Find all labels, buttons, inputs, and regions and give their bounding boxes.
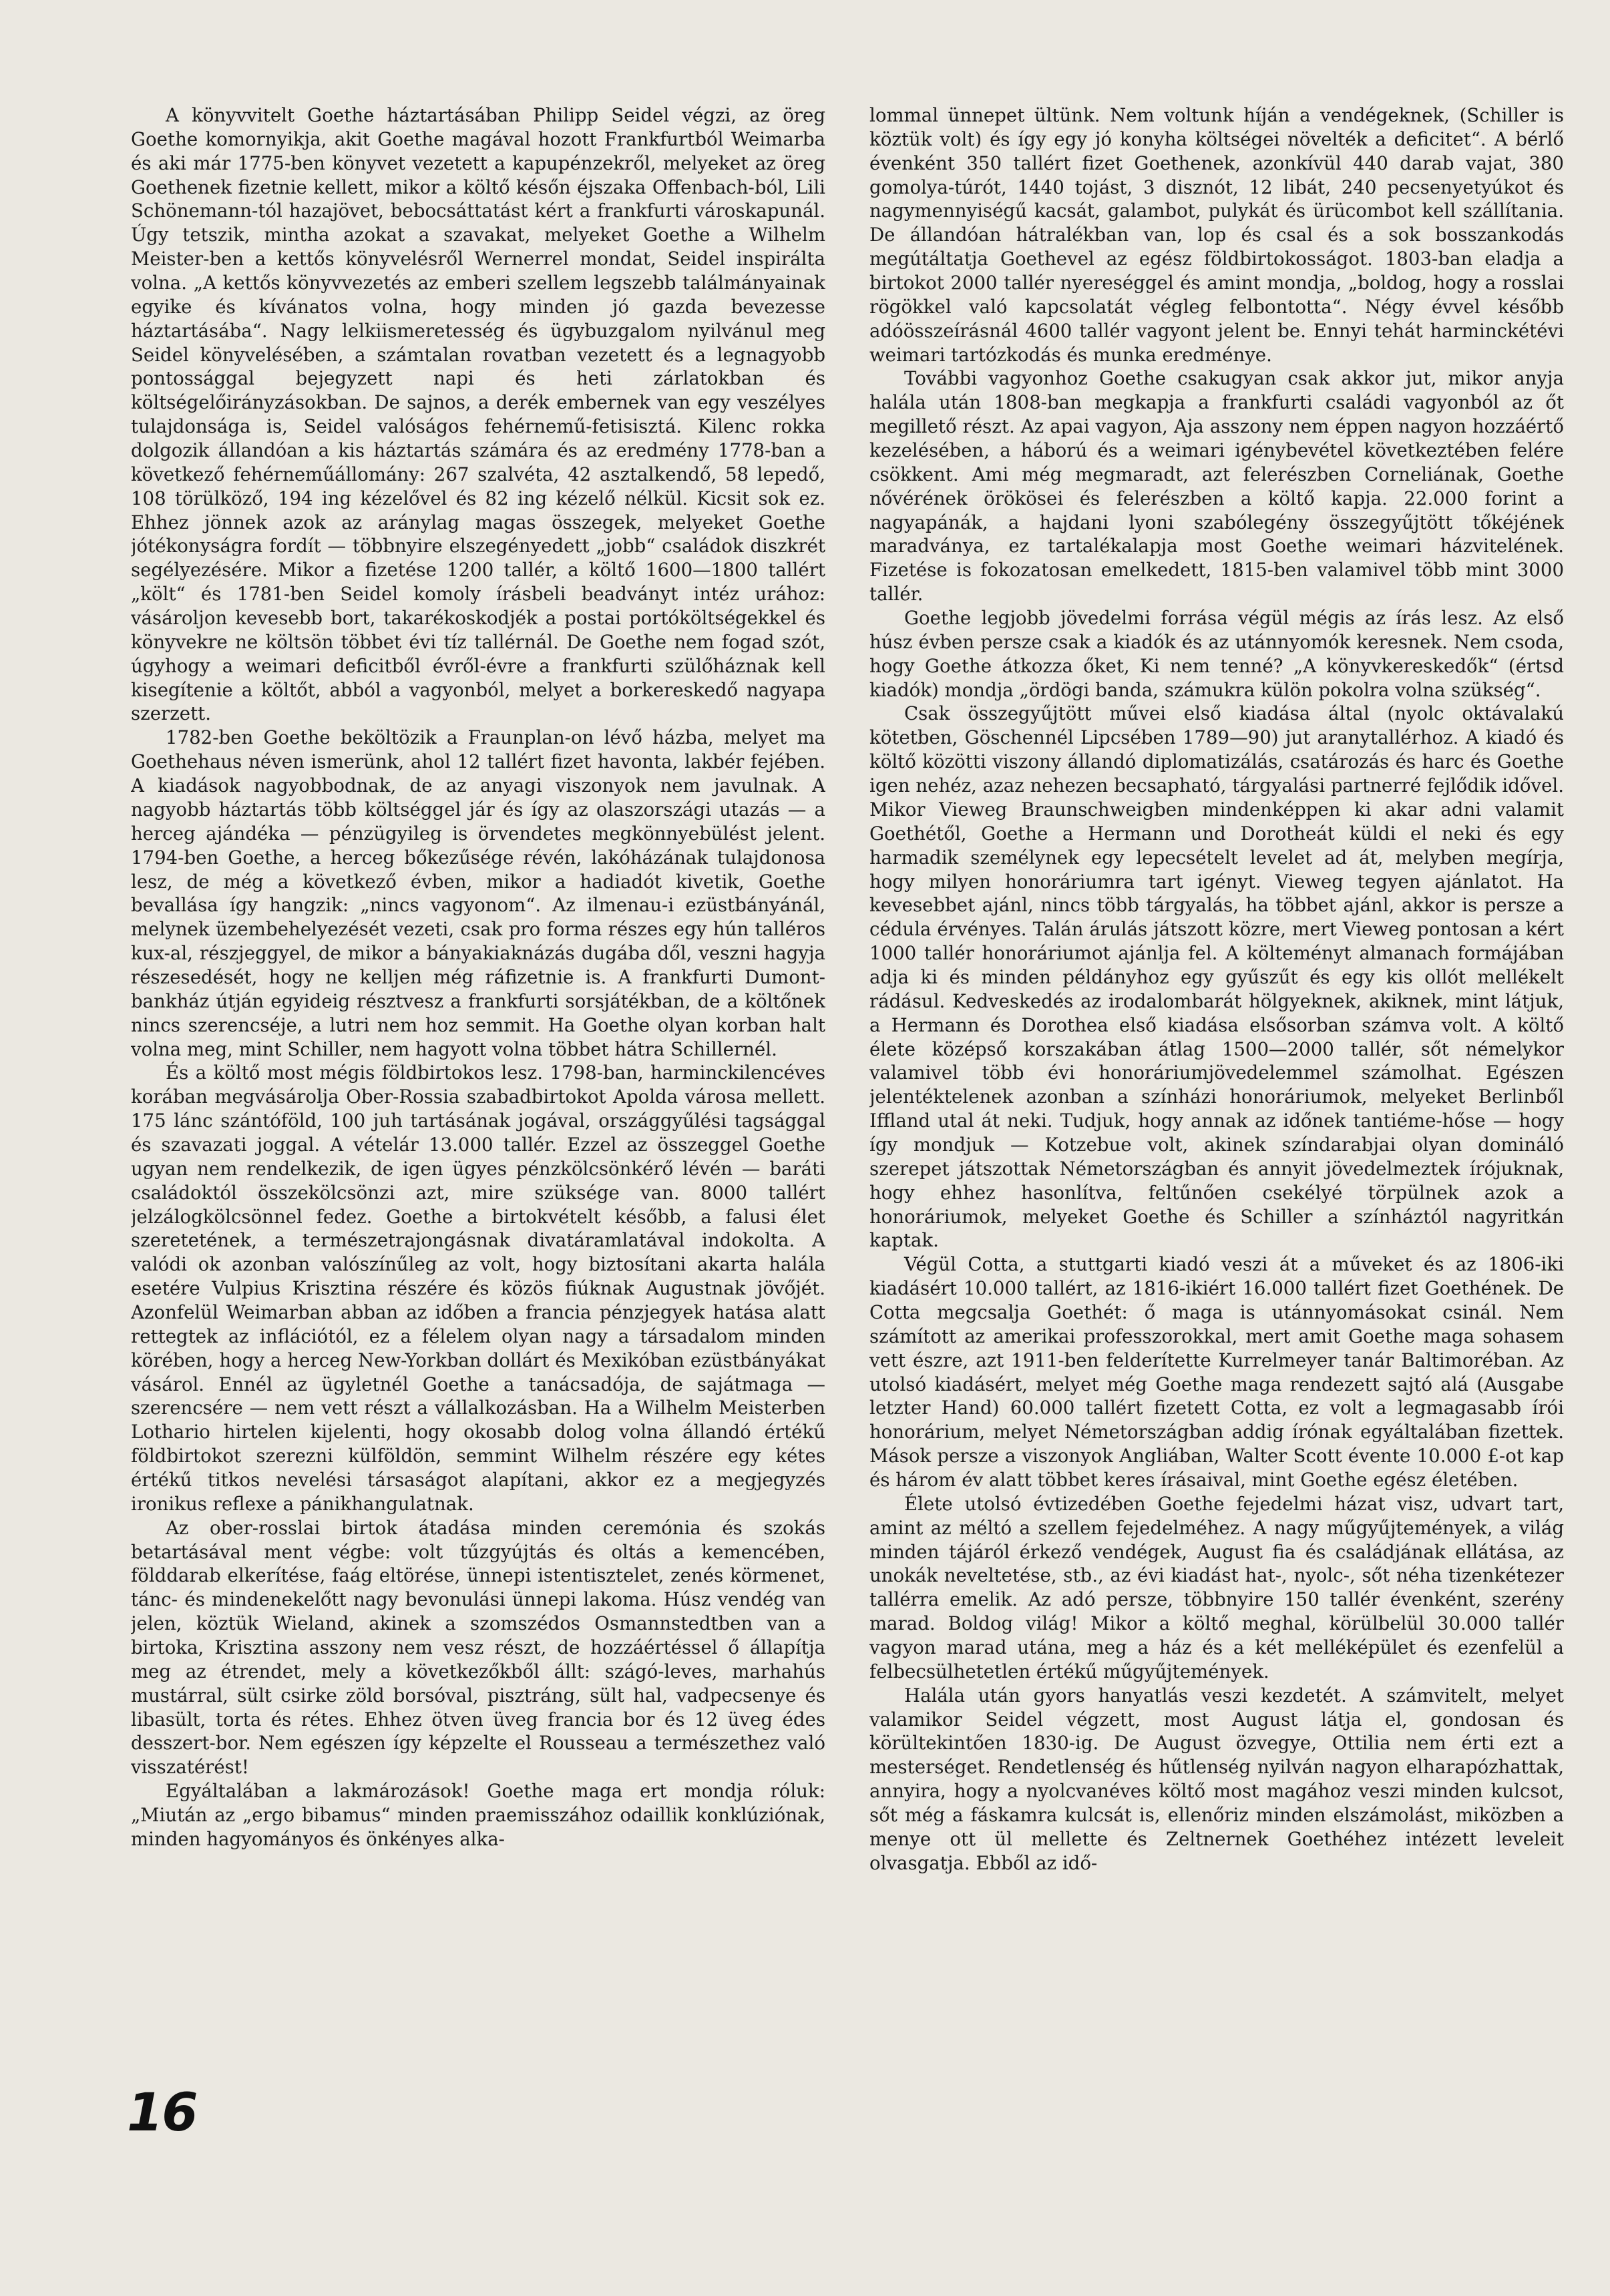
paragraph: Élete utolsó évtizedében Goethe fejedelmi házat visz, udvart tart, amint az méltó a szellem fejedelméhez. A nagy műgyűjtemények, a világ minden tájáról érkező vendégek, August fia és családjának ellátása, az unokák neveltetése, stb., az évi kiadást hat-, nyolc-, sőt néha tizenkétezer tallérra emelik. Az adó persze, többnyire 150 tallér évenként, szerény marad. Boldog világ! Mikor a költő meghal, körülbelül 30.000 tallér vagyon marad utána, meg a ház és a két melléképület és ezenfelül a felbecsülhetetlen értékű műgyűjtemények. — [869, 1492, 1564, 1682]
paragraph: És a költő most mégis földbirtokos lesz. 1798-ban, harminckilencéves korában megvásárolja Ober-Rossia szabadbirtokot Apolda városa mellett. 175 lánc szántóföld, 100 juh tartásának jogával, országgyűlési tagsággal és szavazati joggal. A vételár 13.000 tallér. Ezzel az összeggel Goethe ugyan nem rendelkezik, de igen ügyes pénzkölcsönkérő lévén — baráti családoktól összekölcsönzi azt, mire szüksége van. 8000 tallért jelzálogkölcsönnel fedez. Goethe a birtokvételt később, a falusi élet szeretetének, a természetrajongásnak divatáramlatával indokolta. A valódi ok azonban valószínűleg az volt, hogy biztosítani akarta halála esetére Vulpius Krisztina részére és közös fiúknak Augustnak jövőjét. Azonfelül Weimarban abban az időben a francia pénzjegyek hatása alatt rettegtek az inflációtól, ez a félelem olyan nagy a társadalom minden körében, hogy a herceg New-Yorkban dollárt és Mexikóban ezüstbányákat vásárol. Ennél az ügyletnél Goethe a tanácsadója, de sajátmaga — szerencsére — nem vett részt a vállalkozásban. Ha a Wilhelm Meisterben Lothario hirtelen kijelenti, hogy okosabb dolog volna állandó értékű földbirtokot szerezni külföldön, semmint Wilhelm részére egy kétes értékű titkos nevelési társaságot alapítani, akkor ez a megjegyzés ironikus reflexe a pánikhangulatnak. — [131, 1062, 825, 1515]
paragraph: Halála után gyors hanyatlás veszi kezdetét. A számvitelt, melyet valamikor Seidel végzett, most August látja el, gondosan és körültekintően 1830-ig. De August özvegye, Ottilia nem érti ezt a mesterséget. Rendetlenség és hűtlenség nyilván nagyon elharapózhattak, annyira, hogy a nyolcvanéves költő most magához veszi minden kulcsot, sőt még a fáskamra kulcsát is, ellenőriz minden elszámolást, miközben a menye ott ül mellette és Zeltnernek Goethéhez intézett leveleit olvasgatja. Ebből az idő- — [869, 1684, 1564, 1874]
paragraph: A könyvvitelt Goethe háztartásában Philipp Seidel végzi, az öreg Goethe komornyikja, akit Goethe magával hozott Frankfurtból Weimarba és aki már 1775-ben könyvet vezetett a kapupénzekről, melyeket az öreg Goethenek fizetnie kellett, mikor a költő későn éjszaka Offenbach-ból, Lili Schönemann-tól hazajövet, bebocsáttatást kért a frankfurti városkapunál. Úgy tetszik, mintha azokat a szavakat, melyeket Goethe a Wilhelm Meister-ben a kettős könyvelésről Wernerrel mondat, Seidel inspirálta volna. „A kettős könyvvezetés az emberi szellem legszebb találmányainak egyike és kívánatos volna, hogy minden jó gazda bevezesse háztartásába“. Nagy lelkiismeretesség és ügybuzgalom nyilvánul meg Seidel könyvelésében, a számtalan rovatban vezetett és a legnagyobb pontossággal bejegyzett napi és heti zárlatokban és költségelőirányzásokban. De sajnos, a derék embernek van egy veszélyes tulajdonsága is, Seidel valóságos fehérnemű-fetisisztá. Kilenc rokka dolgozik állandóan a kis háztartás számára és az eredmény 1778-ban a következő fehérneműállomány: 267 szalvéta, 42 asztalkendő, 58 lepedő, 108 törülköző, 194 ing kézelővel és 82 ing kézelő nélkül. Kicsit sok ez. Ehhez jönnek azok az aránylag magas összegek, melyeket Goethe jótékonyságra fordít — többnyire elszegényedett „jobb“ családok diszkrét segélyezésére. Mikor a fizetése 1200 tallér, a költő 1600—1800 tallért „költ“ és 1781-ben Seidel komoly írásbeli beadványt intéz urához: vásároljon kevesebb bort, takarékoskodjék a postai portóköltségekkel és könyvekre ne költsön többet évi tíz tallérnál. De Goethe nem fogad szót, úgyhogy a weimari deficitből évről-évre a frankfurti szülőháznak kell kisegítenie a költőt, abból a vagyonból, melyet a borkereskedő nagyapa szerzett. — [131, 104, 825, 725]
left-text-column — [131, 103, 825, 2113]
paragraph: Végül Cotta, a stuttgarti kiadó veszi át a műveket és az 1806-iki kiadásért 10.000 tallért, az 1816-ikiért 16.000 tallért fizet Goethének. De Cotta megcsalja Goethét: ő maga is utánnyomásokat csinál. Nem számított az amerikai professzorokkal, mert amit Goethe maga sohasem vett észre, azt 1911-ben felderítette Kurrelmeyer tanár Baltimoréban. Az utolsó kiadásért, melyet még Goethe maga rendezett sajtó alá (Ausgabe letzter Hand) 60.000 tallért fizetett Cotta, ez volt a legmagasabb írói honorárium, melyet Németországban addig írónak egyáltalában fizettek. Mások persze a viszonyok Angliában, Walter Scott évente 10.000 £-ot kap és három év alatt többet keres írásaival, mint Goethe egész életében. — [869, 1253, 1564, 1491]
right-text-column — [869, 103, 1564, 2143]
paragraph: Csak összegyűjtött művei első kiadása által (nyolc oktávalakú kötetben, Göschennél Lipcsében 1789—90) jut aranytallérhoz. A kiadó és költő közötti viszony állandó diplomatizálás, csatározás és harc és Goethe igen nehéz, azaz nehezen becsapható, tárgyalási partnerré fejlődik idővel. Mikor Vieweg Braunschweigben mindenképpen ki akar adni valamit Goethétől, Goethe a Hermann und Dorotheát küldi el neki és egy harmadik személynek egy lepecsételt levelet ad át, melyben megírja, hogy milyen honoráriumra tart igényt. Vieweg tegyen ajánlatot. Ha kevesebbet ajánl, nincs több tárgyalás, ha többet ajánl, akkor is persze a cédula érvényes. Talán árulás játszott közre, mert Vieweg pontosan a kért 1000 tallér honoráriumot ajánlja fel. A költeményt almanach formájában adja ki és minden példányhoz egy gyűszűt és egy kis ollót mellékelt rádásul. Kedveskedés az irodalombarát hölgyeknek, akiknek, mint látjuk, a Hermann és Dorothea első kiadása elsősorban számva volt. A költő élete középső korszakában átlag 1500—2000 tallér, sőt némelykor valamivel több évi honoráriumjövedelemmel számolhat. Egészen jelentéktelenek azonban a színházi honoráriumok, melyeket Berlinből Iffland utal át neki. Tudjuk, hogy annak az időnek tantiéme-hőse — hogy így mondjuk — Kotzebue volt, akinek színdarabjai olyan domináló szerepet játszottak Németországban és annyit jövedelmeztek írójuknak, hogy ehhez hasonlítva, feltűnően csekélyé törpülnek azok a honoráriumok, melyeket Goethe és Schiller a színháztól nagyritkán kaptak. — [869, 702, 1564, 1252]
page-number: 16 — [127, 2083, 197, 2143]
paragraph: Goethe legjobb jövedelmi forrása végül mégis az írás lesz. Az első húsz évben persze csak a kiadók és az utánnyomók keresnek. Nem csoda, hogy Goethe átkozza őket, Ki nem tenné? „A könyvkereskedők“ (értsd kiadók) mondja „ördögi banda, számukra külön pokolra volna szükség“. — [869, 607, 1564, 701]
paragraph: Az ober-rosslai birtok átadása minden ceremónia és szokás betartásával ment végbe: volt tűzgyújtás és oltás a kemencében, földdarab elkerítése, faág eltörése, ünnepi istentisztelet, zenés körmenet, tánc- és mindenekelőtt nagy bevonulási ünnepi lakoma. Húsz vendég van jelen, köztük Wieland, akinek a szomszédos Osmannstedtben van a birtoka, Krisztina asszony nem vesz részt, de hozzáértéssel ő állapítja meg az étrendet, mely a következőkből állt: szágó-leves, marhahús mustárral, sült csirke zöld borsóval, pisztráng, sült hal, vadpecsenye és libasült, torta és rétes. Ehhez ötven üveg francia bor és 12 üveg édes desszert-bor. Nem egészen így képzelte el Rousseau a természethez való visszatérést! — [131, 1516, 825, 1779]
paragraph: 1782-ben Goethe beköltözik a Fraunplan-on lévő házba, melyet ma Goethehaus néven ismerünk, ahol 12 tallért fizet havonta, lakbér fejében. A kiadások nagyobbodnak, de az anyagi viszonyok nem javulnak. A nagyobb háztartás több költséggel jár és így az olaszországi utazás — a herceg ajándéka — pénzügyileg is örvendetes megkönnyebülést jelent. 1794-ben Goethe, a herceg bőkezűsége révén, lakóházának tulajdonosa lesz, de még a következő évben, mikor a hadiadót kivetik, Goethe bevallása így hangzik: „nincs vagyonom“. Az ilmenau-i ezüstbányánál, melynek üzembehelyezését vezeti, csak pro forma részes egy hún talléros kux-al, részjeggyel, de mikor a bányakiaknázás dugába dől, veszni hagyja részesedését, hogy ne kelljen még ráfizetnie is. A frankfurti Dumont-bankház útján egyideig résztvesz a frankfurti sorsjátékban, de a költőnek nincs szerencséje, a lutri nem hoz semmit. Ha Goethe olyan korban halt volna meg, mint Schiller, nem hagyott volna többet hátra Schillernél. — [131, 726, 825, 1060]
paragraph: További vagyonhoz Goethe csakugyan csak akkor jut, mikor anyja halála után 1808-ban megkapja a frankfurti családi vagyonból az őt megillető részt. Az apai vagyon, Aja asszony nem éppen nagyon hozzáértő kezelésében, a háború és a weimari igénybevétel következtében felére csökkent. Ami még megmaradt, azt felerészben Corneliának, Goethe nővérének örökösei és felerészben a költő kapja. 22.000 forint a nagyapánák, a hajdani lyoni szabólegény összegyűjtött tőkéjének maradványa, ez tartalékalapja most Goethe weimari házvitelének. Fizetése is fokozatosan emelkedett, 1815-ben valamivel több mint 3000 tallér. — [869, 367, 1564, 606]
paragraph: Egyáltalában a lakmározások! Goethe maga ert mondja róluk: „Miután az „ergo bibamus“ minden praemisszához odaillik konklúziónak, minden hagyományos és önkényes alka- — [131, 1780, 825, 1850]
paragraph: lommal ünnepet ültünk. Nem voltunk híján a vendégeknek, (Schiller is köztük volt) és így egy jó konyha költségei növelték a deficitet“. A bérlő évenként 350 tallért fizet Goethenek, azonkívül 440 darab vajat, 380 gomolya-túrót, 1440 tojást, 3 disznót, 12 libát, 240 pecsenyetyúkot és nagymennyiségű kacsát, galambot, pulykát és ürücombot kell szállítania. De állandóan hátralékban van, lop és csal és a sok bosszankodás megútáltatja Goethevel az egész földbirtokosságot. 1803-ban eladja a birtokot 2000 tallér nyereséggel és amint mondja, „boldog, hogy a rosslai rögökkel való kapcsolatát végleg felbontotta“. Négy évvel később adóösszeírásnál 4600 tallér vagyont jelent be. Ennyi tehát harminckétévi weimari tartózkodás és munka eredménye. — [869, 104, 1564, 366]
